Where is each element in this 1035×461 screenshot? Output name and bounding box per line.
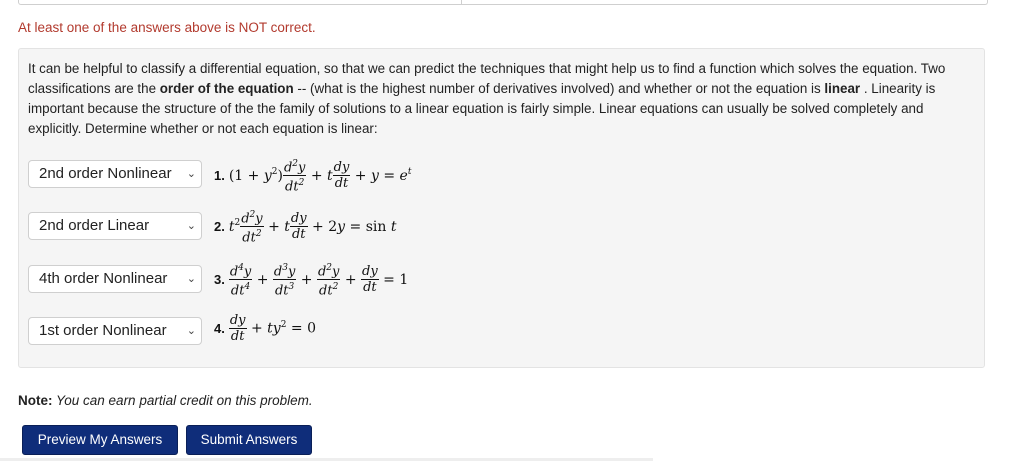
answer-select-4[interactable] <box>28 317 202 345</box>
answer-select-1[interactable] <box>28 160 202 188</box>
intro-bold-order: order of the equation <box>159 81 294 96</box>
incorrect-answer-alert: At least one of the answers above is NOT correct. <box>18 20 316 35</box>
equation-3: 3. $\frac{d^4y}{dt^4}$ + $\frac{d^3y}{dt^3}$ + $\frac{d^2y}{dt^2}$ + $\frac{dy}{dt}$ = 1 <box>214 263 409 299</box>
chevron-down-icon: ⌄ <box>186 325 196 337</box>
intro-bold-linear: linear <box>824 81 861 96</box>
answer-select-2-value: 2nd order Linear <box>39 217 150 234</box>
chevron-down-icon: ⌄ <box>186 168 196 180</box>
partial-credit-note <box>18 393 313 408</box>
intro-text-2: -- (what is the highest number of derivatives involved) and whether or not the equation is <box>293 81 825 96</box>
intro-text-3: . Linearity is important because the structure of the the family of solutions to a linear equation is fairly simple. Linear equations can usually be solved completely and explicitly. Determine whether or not each equation is linear: <box>28 81 936 136</box>
question-number-4: 4. <box>214 320 225 336</box>
chevron-down-icon: ⌄ <box>186 220 196 232</box>
answer-select-3[interactable] <box>28 265 202 293</box>
problem-intro <box>28 59 978 139</box>
preview-answers-button[interactable]: Preview My Answers <box>22 425 178 455</box>
submit-answers-button[interactable]: Submit Answers <box>186 425 312 455</box>
answer-select-3-value: 4th order Nonlinear <box>39 270 168 287</box>
note-label: Note: <box>18 393 53 408</box>
answer-select-2[interactable] <box>28 212 202 240</box>
answer-select-1-value: 2nd order Nonlinear <box>39 165 172 182</box>
previous-section-border <box>18 0 988 5</box>
question-number-3: 3. <box>214 271 225 287</box>
answer-select-4-value: 1st order Nonlinear <box>39 322 167 339</box>
problem-panel <box>18 48 985 368</box>
equation-2: 2. $t^2$ $\frac{d^2y}{dt^2}$ + t $\frac{dy}{dt}$ + 2y = sin t <box>214 210 397 246</box>
question-number-1: 1. <box>214 167 225 183</box>
note-text: You can earn partial credit on this problem. <box>52 393 313 408</box>
question-number-2: 2. <box>214 218 225 234</box>
equation-1: 1. $(1 + y^2)$ $\frac{d^2y}{dt^2}$ + t $\frac{dy}{dt}$ + $y = e^t$ <box>214 159 412 195</box>
intro-text-1: It can be helpful to classify a differential equation, so that we can predict the techniques that might help us to find a function which solves the equation. Two classifications are the <box>28 61 946 96</box>
chevron-down-icon: ⌄ <box>186 273 196 285</box>
equation-4: 4. $\frac{dy}{dt}$ + $ty^2 = 0$ <box>214 313 316 344</box>
